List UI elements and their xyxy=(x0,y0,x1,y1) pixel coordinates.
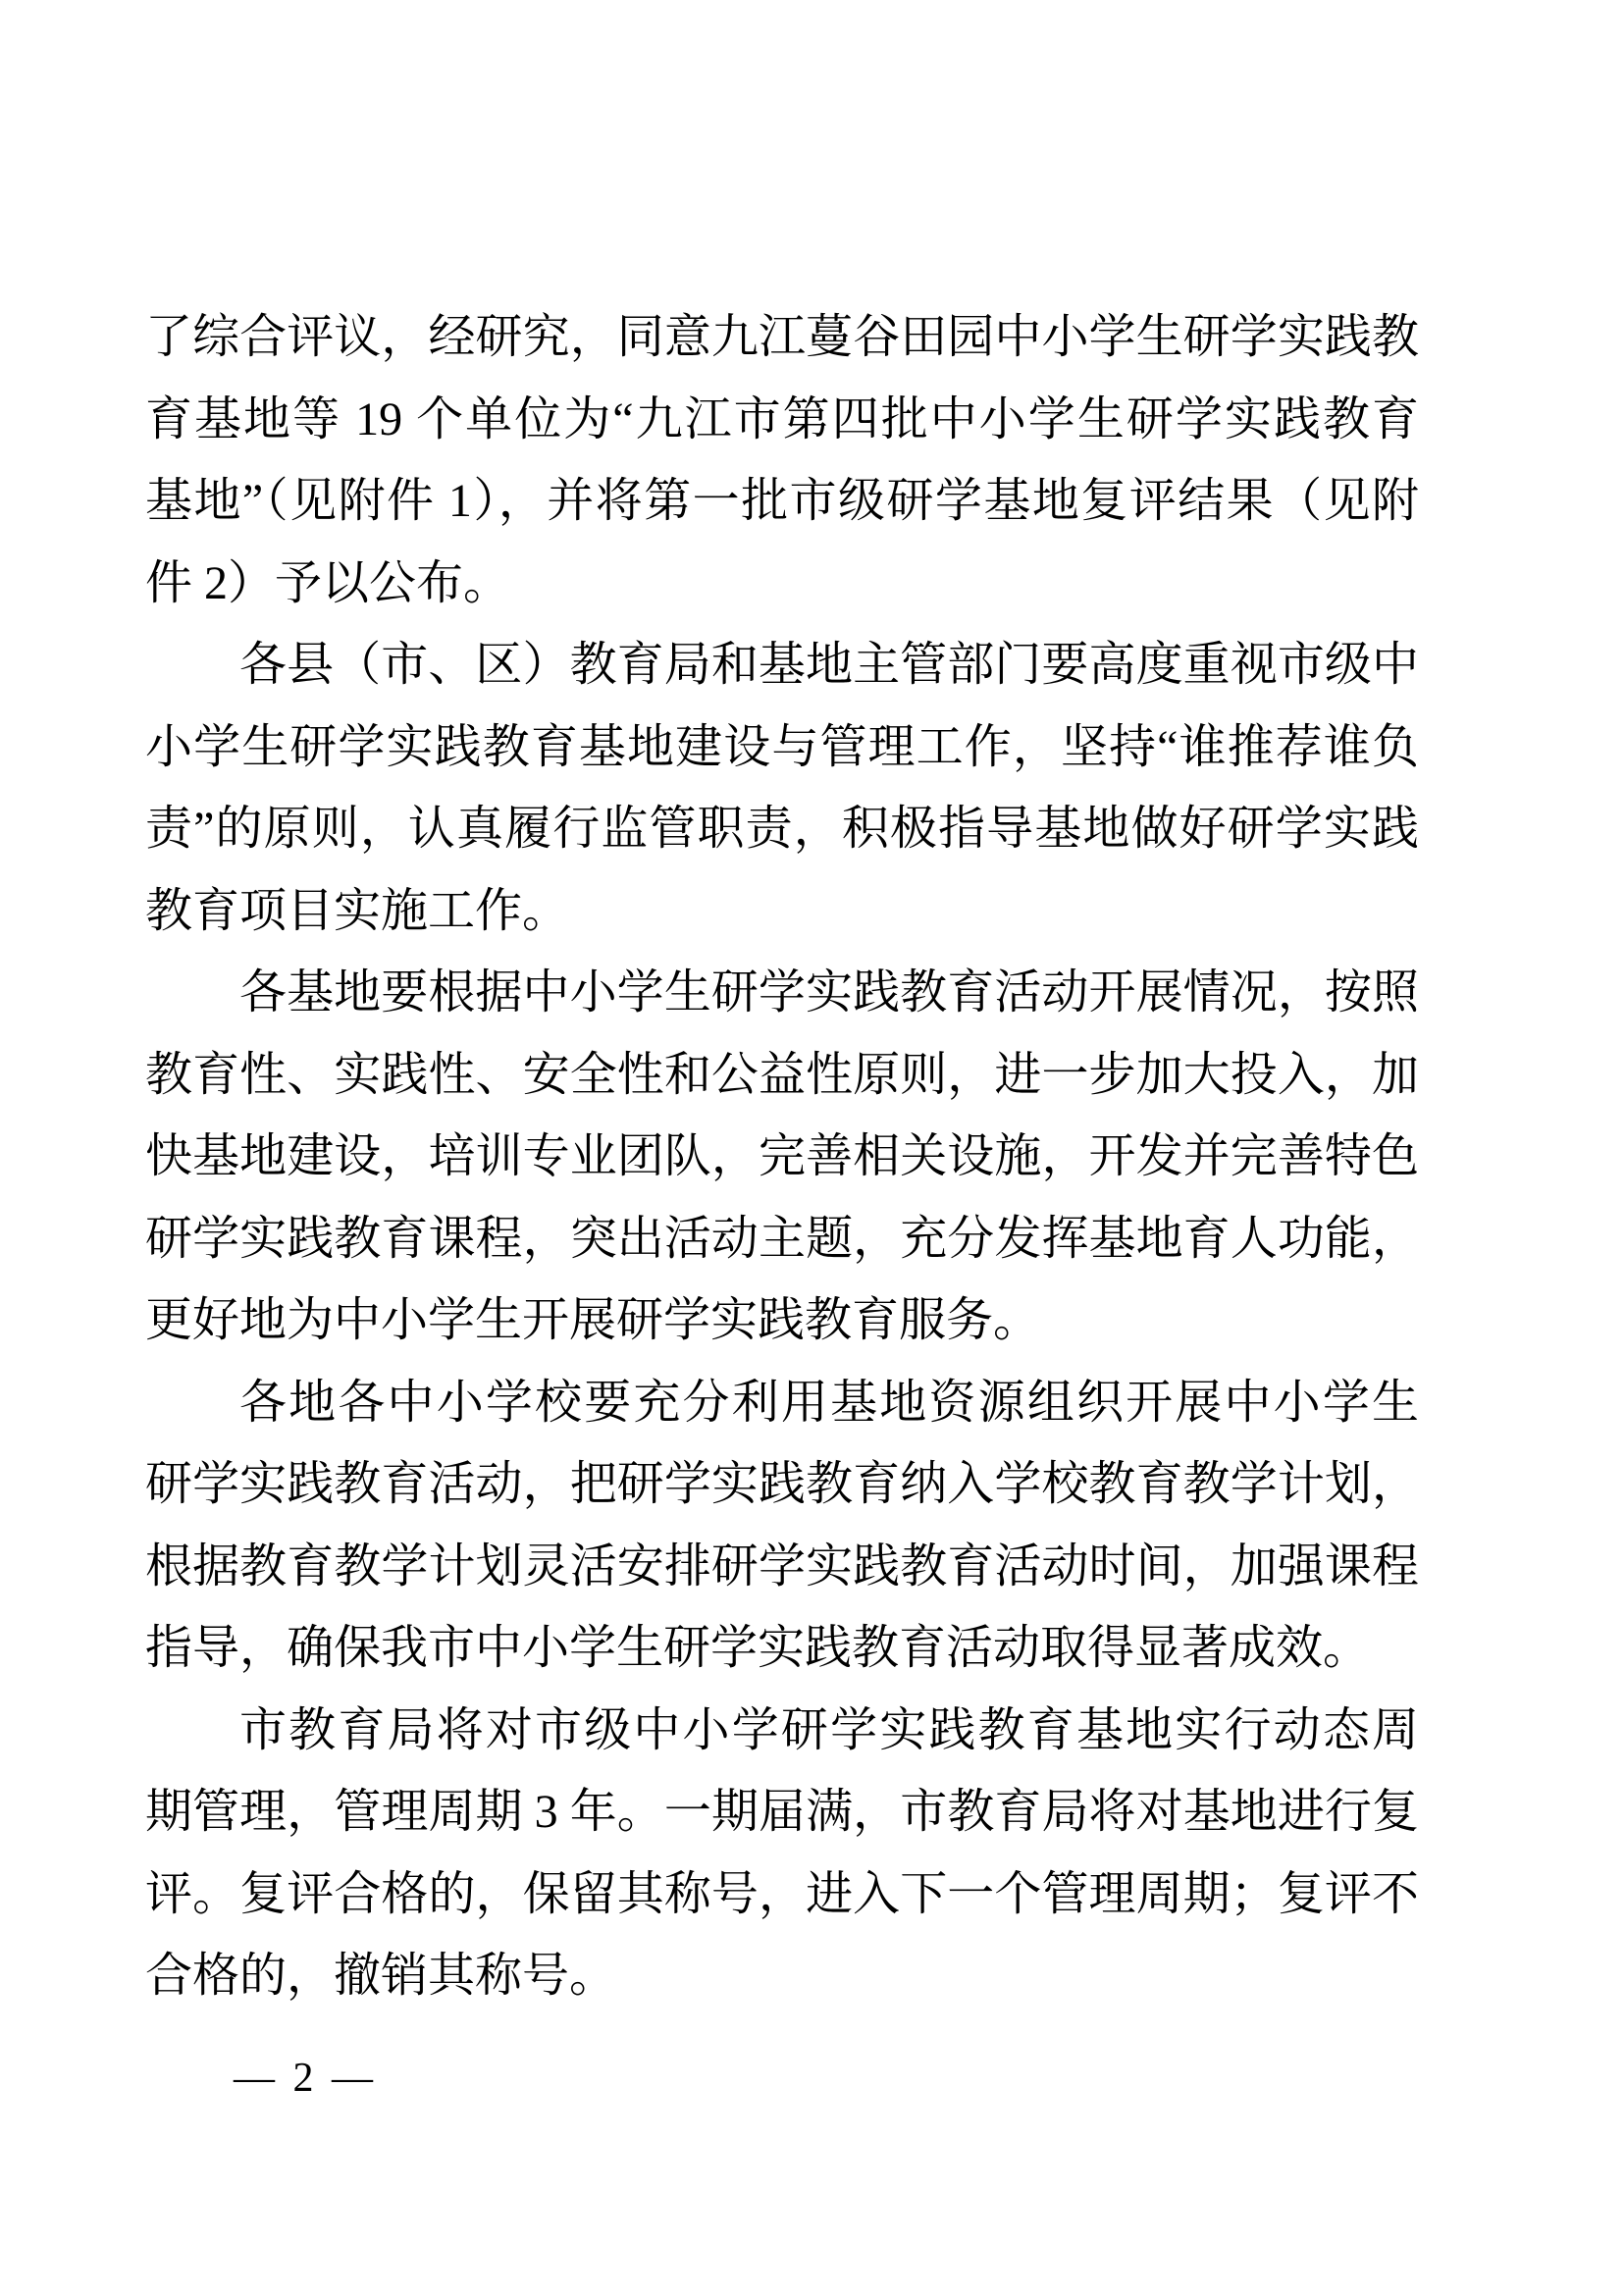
text-line: 各基地要根据中小学生研学实践教育活动开展情况，按照 xyxy=(239,966,1419,1018)
text-line: 研学实践教育活动，把研学实践教育纳入学校教育教学计划， xyxy=(145,1458,1419,1510)
text-line: 小学生研学实践教育基地建设与管理工作，坚持“谁推荐谁负 xyxy=(145,720,1419,773)
text-line: 基地”（见附件 1），并将第一批市级研学基地复评结果（见附 xyxy=(145,475,1419,527)
text-line: 合格的，撤销其称号。 xyxy=(145,1950,617,2002)
text-line: 各县（市、区）教育局和基地主管部门要高度重视市级中 xyxy=(239,639,1419,691)
text-line: 根据教育教学计划灵活安排研学实践教育活动时间，加强课程 xyxy=(145,1539,1419,1592)
text-line: 育基地等 19 个单位为“九江市第四批中小学生研学实践教育 xyxy=(145,392,1419,445)
text-line: 了综合评议，经研究，同意九江蔓谷田园中小学生研学实践教 xyxy=(145,311,1419,363)
text-line: 各地各中小学校要充分利用基地资源组织开展中小学生 xyxy=(239,1376,1419,1429)
text-line: 教育项目实施工作。 xyxy=(145,884,570,937)
text-line: 研学实践教育课程，突出活动主题，充分发挥基地育人功能， xyxy=(145,1212,1419,1265)
text-line: 评。复评合格的，保留其称号，进入下一个管理周期；复评不 xyxy=(145,1867,1419,1920)
text-line: 市教育局将对市级中小学研学实践教育基地实行动态周 xyxy=(239,1703,1419,1756)
text-line: 指导，确保我市中小学生研学实践教育活动取得显著成效。 xyxy=(145,1622,1371,1674)
text-line: 教育性、实践性、安全性和公益性原则，进一步加大投入，加 xyxy=(145,1048,1419,1101)
text-line: 更好地为中小学生开展研学实践教育服务。 xyxy=(145,1294,1041,1346)
text-line: 快基地建设，培训专业团队，完善相关设施，开发并完善特色 xyxy=(145,1130,1419,1182)
text-line: 期管理，管理周期 3 年。一期届满，市教育局将对基地进行复 xyxy=(145,1786,1419,1838)
document-body xyxy=(145,296,1419,2017)
text-line: 件 2）予以公布。 xyxy=(145,556,511,609)
text-line: 责”的原则，认真履行监管职责，积极指导基地做好研学实践 xyxy=(145,803,1419,855)
page-number: — 2 — xyxy=(234,2056,377,2101)
